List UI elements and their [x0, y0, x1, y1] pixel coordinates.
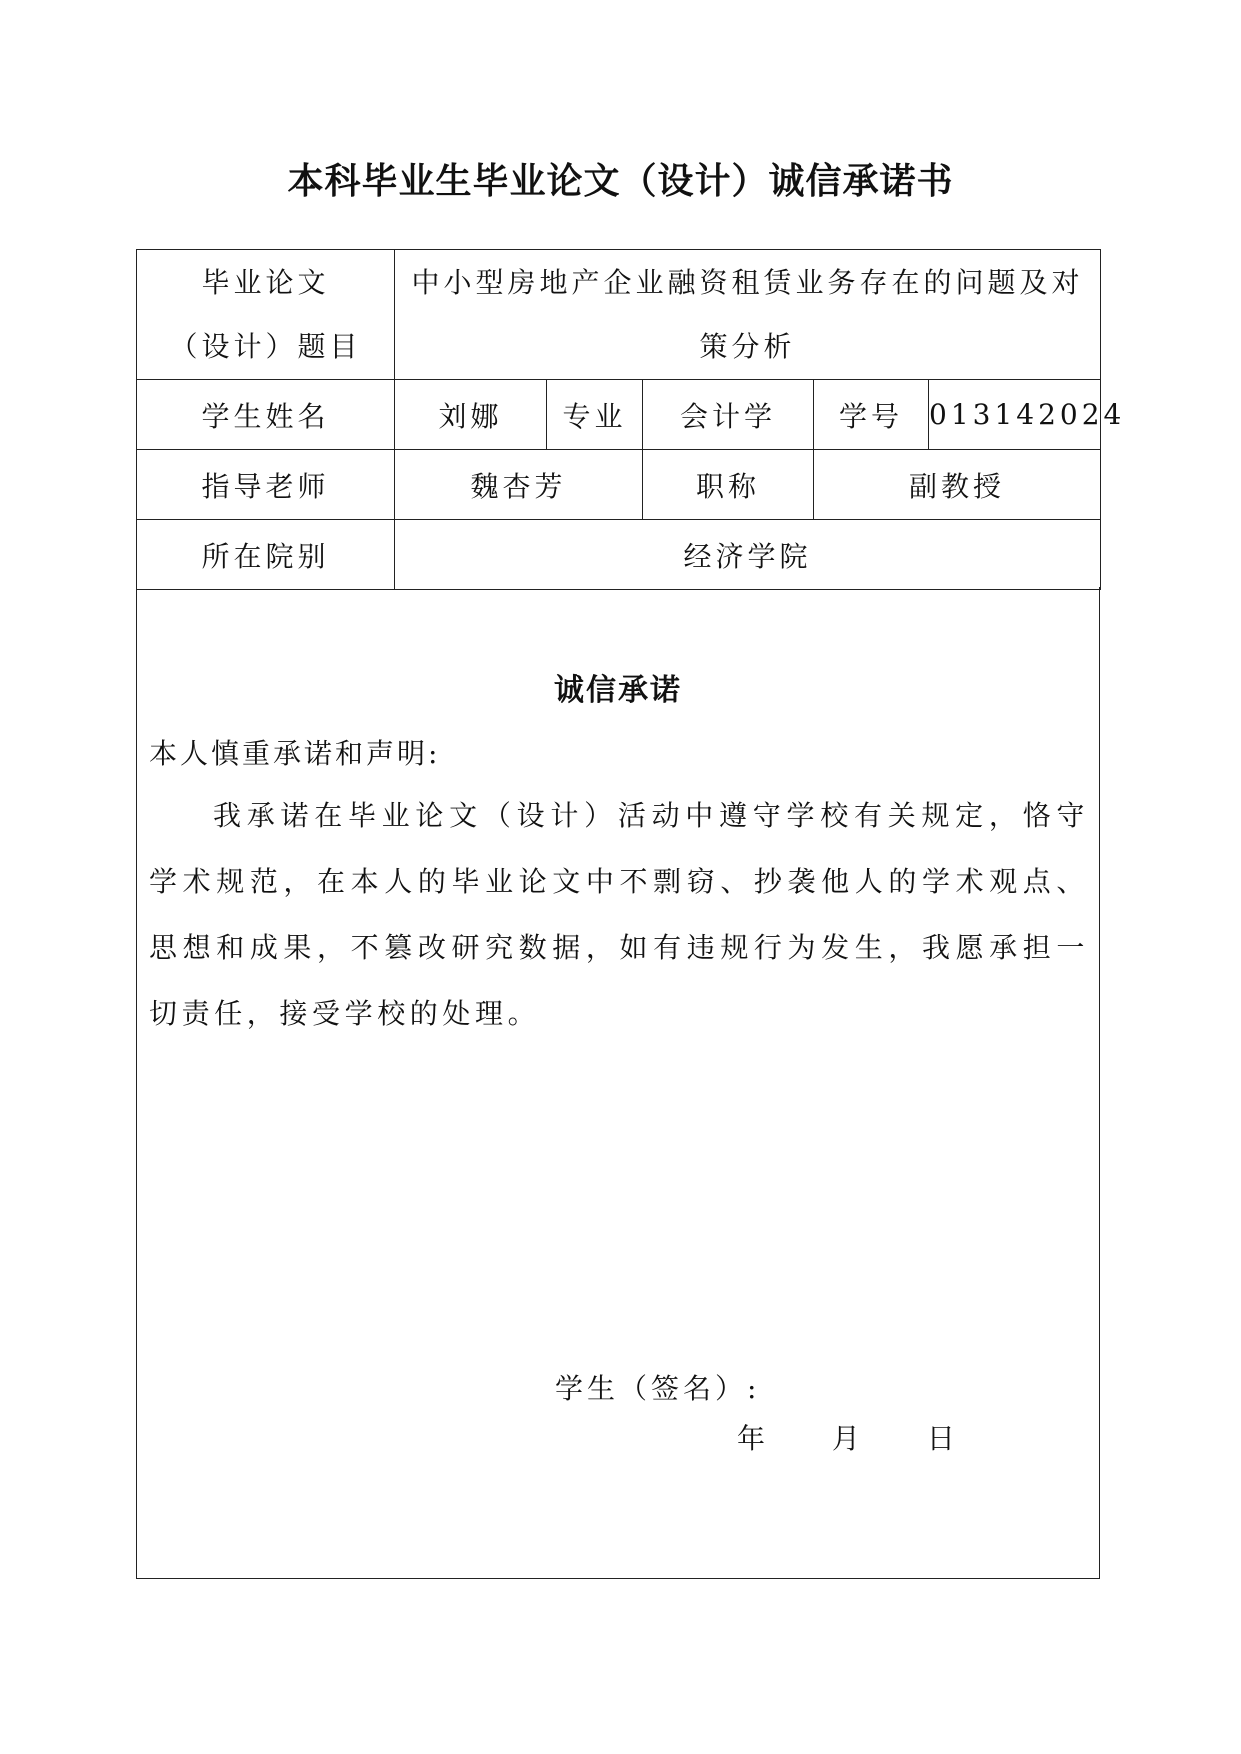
student-name-value: 刘娜 — [395, 380, 547, 450]
table-row-advisor — [137, 450, 1101, 520]
advisor-value: 魏杏芳 — [395, 450, 643, 520]
table-row-college — [137, 520, 1101, 590]
major-value: 会计学 — [643, 380, 814, 450]
rank-value: 副教授 — [814, 450, 1101, 520]
thesis-info-table — [136, 249, 1126, 590]
thesis-title-line2: 策分析 — [699, 329, 796, 363]
pledge-intro: 本人慎重承诺和声明: — [149, 737, 441, 770]
table-row-thesis-title — [137, 250, 1101, 380]
thesis-title-label-line1: 毕业论文 — [201, 265, 330, 299]
college-value: 经济学院 — [395, 520, 1101, 590]
date-year-label: 年 — [737, 1422, 766, 1455]
date-line — [737, 1417, 1013, 1457]
table-row-student — [137, 380, 1101, 450]
pledge-heading: 诚信承诺 — [554, 673, 682, 708]
rank-label: 职称 — [643, 450, 814, 520]
date-month-label: 月 — [831, 1422, 860, 1455]
thesis-title-value-cell — [395, 250, 1101, 380]
college-label: 所在院别 — [137, 520, 395, 590]
student-name-label: 学生姓名 — [137, 380, 395, 450]
thesis-title-line1: 中小型房地产企业融资租赁业务存在的问题及对 — [411, 265, 1084, 299]
date-day-label: 日 — [926, 1422, 955, 1455]
document-title: 本科毕业生毕业论文（设计）诚信承诺书 — [287, 161, 954, 202]
signature-label: 学生（签名）: — [555, 1372, 761, 1405]
thesis-title-label-cell — [137, 250, 395, 380]
advisor-label: 指导老师 — [137, 450, 395, 520]
student-id-value: 013142024 — [929, 380, 1101, 450]
pledge-body: 我承诺在毕业论文（设计）活动中遵守学校有关规定，恪守学术规范，在本人的毕业论文中不剽窃、抄袭他人的学术观点、思想和成果，不篡改研究数据，如有违规行为发生，我愿承担一切责任，接受学校的处理。 — [149, 799, 1089, 1030]
thesis-title-label-line2: （设计）题目 — [169, 329, 362, 363]
pledge-section — [136, 587, 1100, 1579]
student-id-label: 学号 — [814, 380, 929, 450]
major-label: 专业 — [547, 380, 643, 450]
